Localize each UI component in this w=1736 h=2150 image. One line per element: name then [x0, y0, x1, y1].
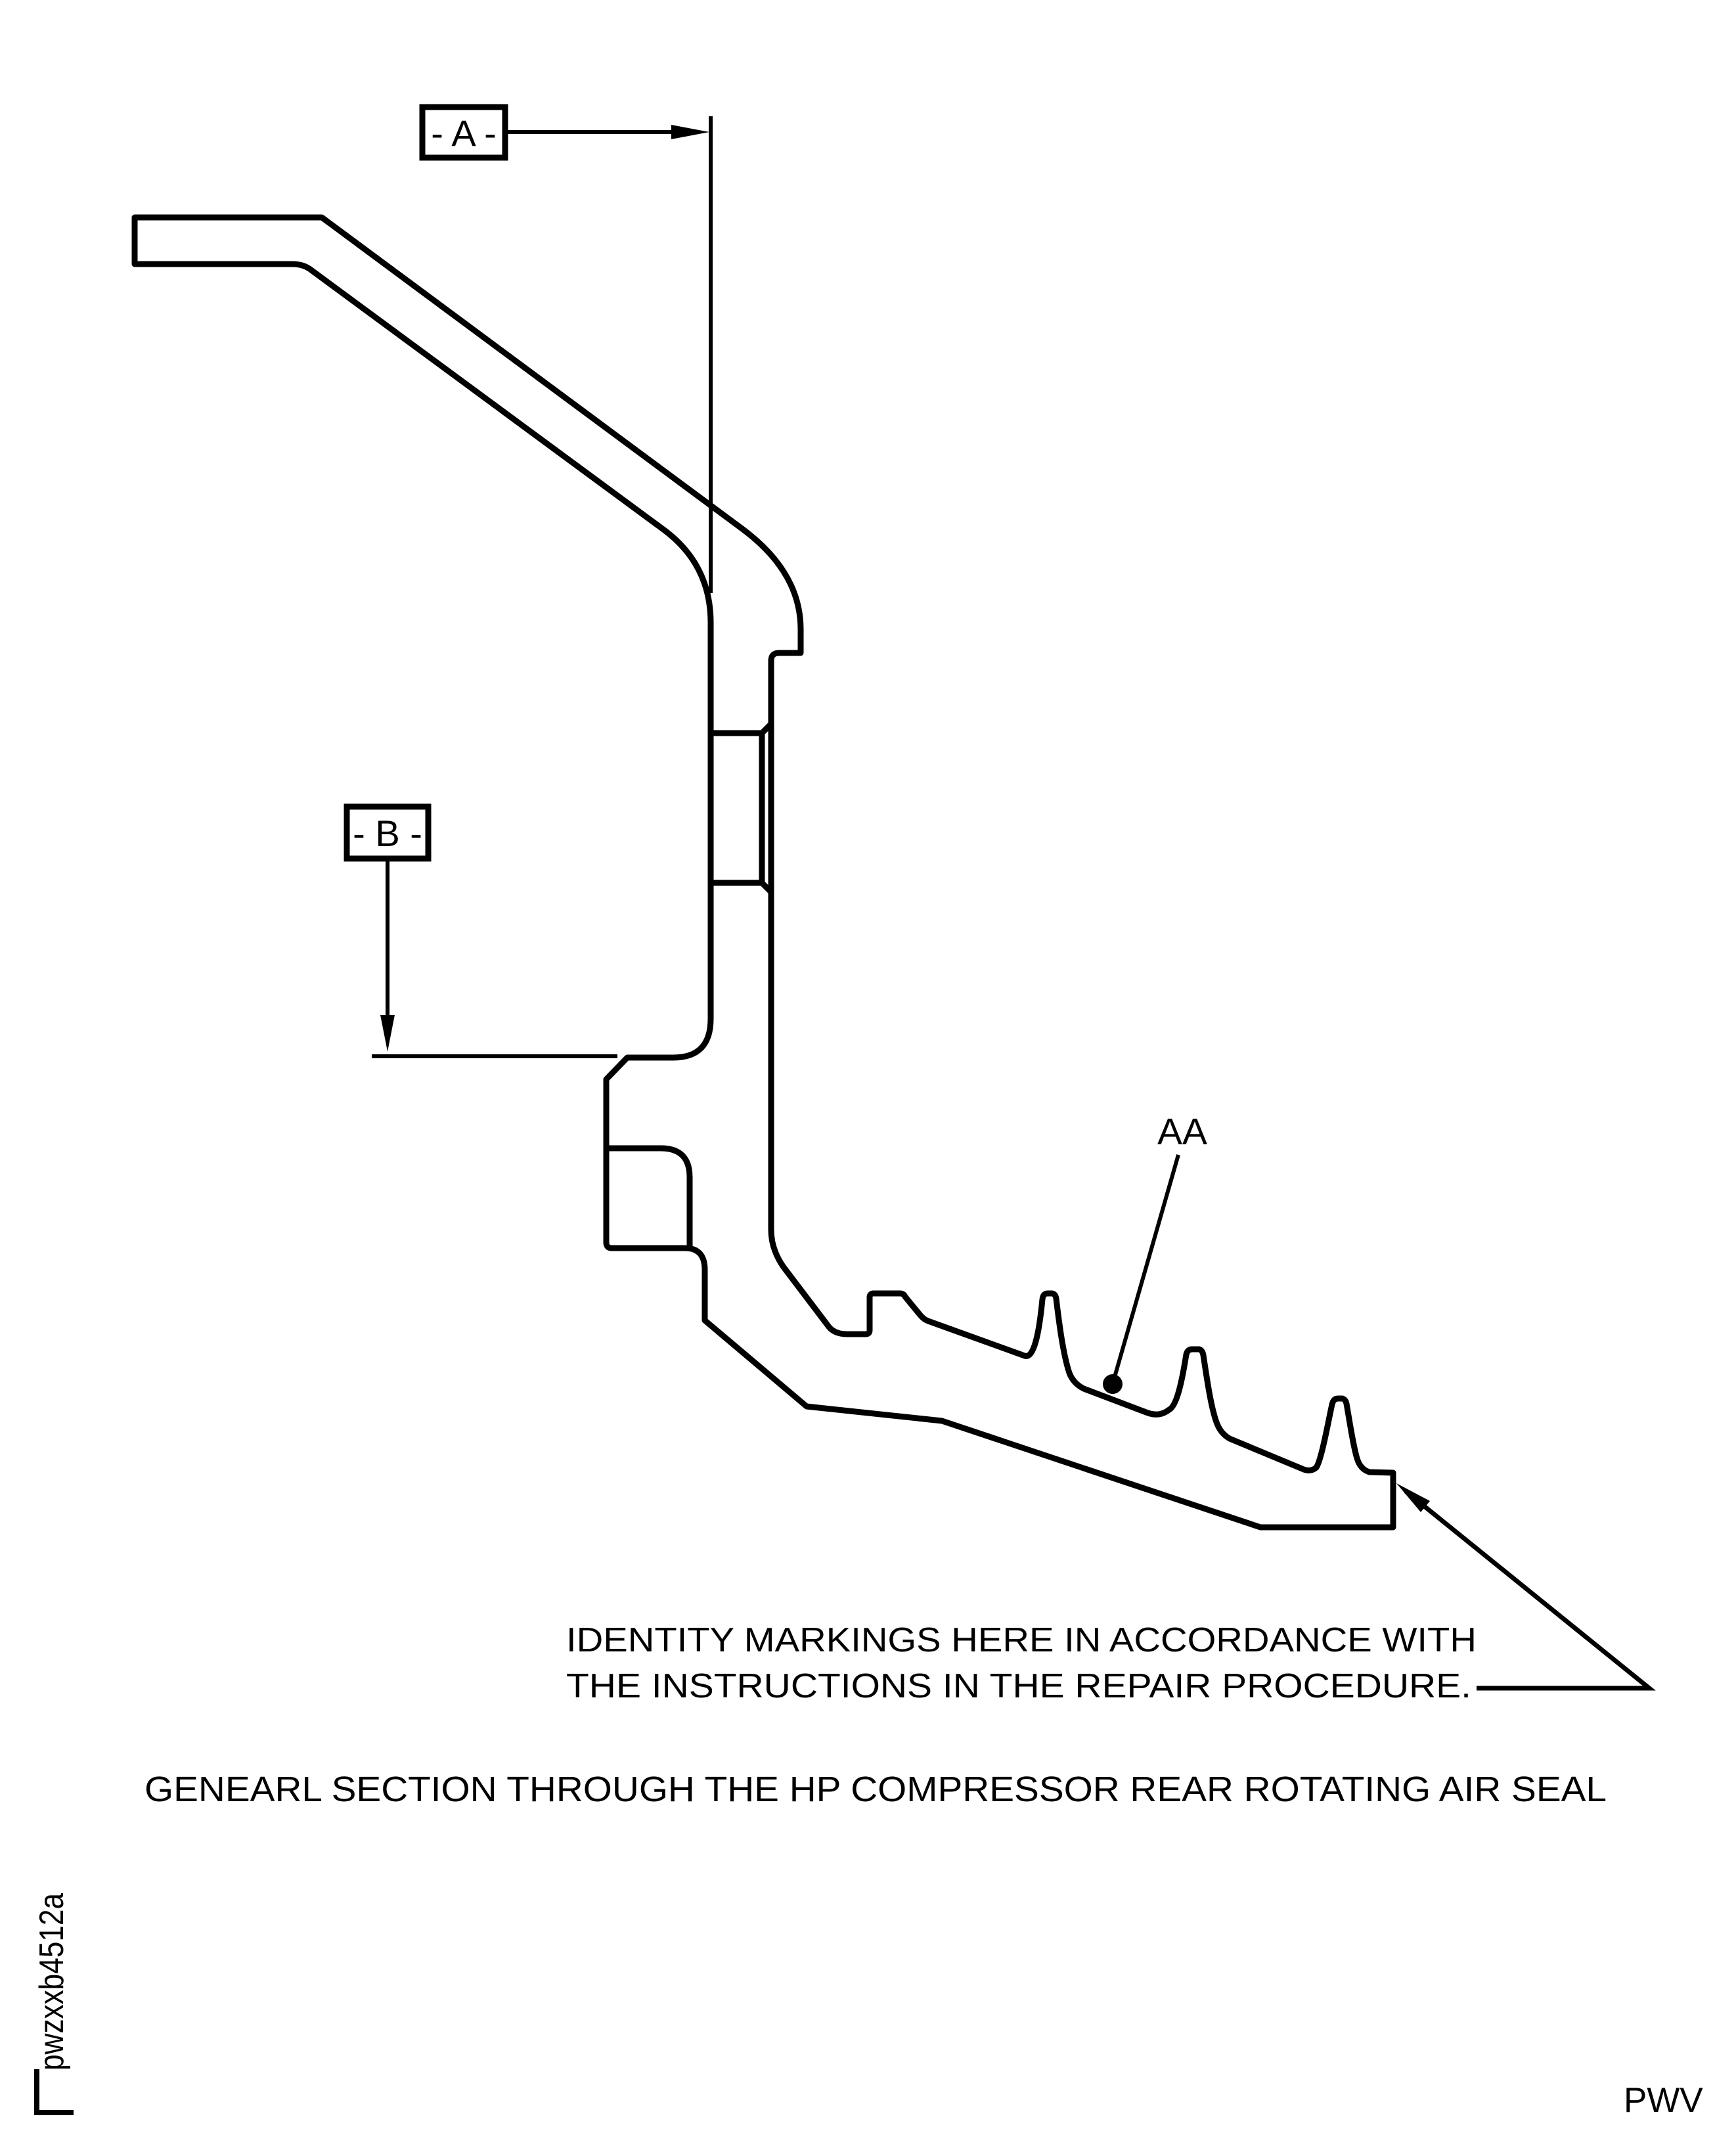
- boss-step-lines: [606, 1148, 690, 1247]
- doc-id-corner-bracket: [37, 2069, 74, 2113]
- drawing-caption: GENEARL SECTION THROUGH THE HP COMPRESSOR REAR ROTATING AIR SEAL: [145, 1770, 1607, 1809]
- aa-leader-line: [1115, 1155, 1178, 1377]
- note-line-2: THE INSTRUCTIONS IN THE REPAIR PROCEDURE.: [566, 1667, 1471, 1705]
- snap-band-lines: [711, 724, 771, 892]
- datum-a-arrowhead: [671, 125, 709, 139]
- datum-a-label: - A -: [431, 112, 497, 154]
- aa-label: AA: [1157, 1111, 1208, 1153]
- datum-b-arrowhead: [380, 1015, 395, 1052]
- aa-target-dot: [1103, 1374, 1123, 1394]
- note-line-1: IDENTITY MARKINGS HERE IN ACCORDANCE WITH: [566, 1621, 1477, 1659]
- doc-id-vertical-text: pwzxxb4512a: [33, 1862, 71, 2071]
- datum-b-label: - B -: [353, 813, 422, 854]
- publisher-code: PWV: [1624, 2081, 1703, 2120]
